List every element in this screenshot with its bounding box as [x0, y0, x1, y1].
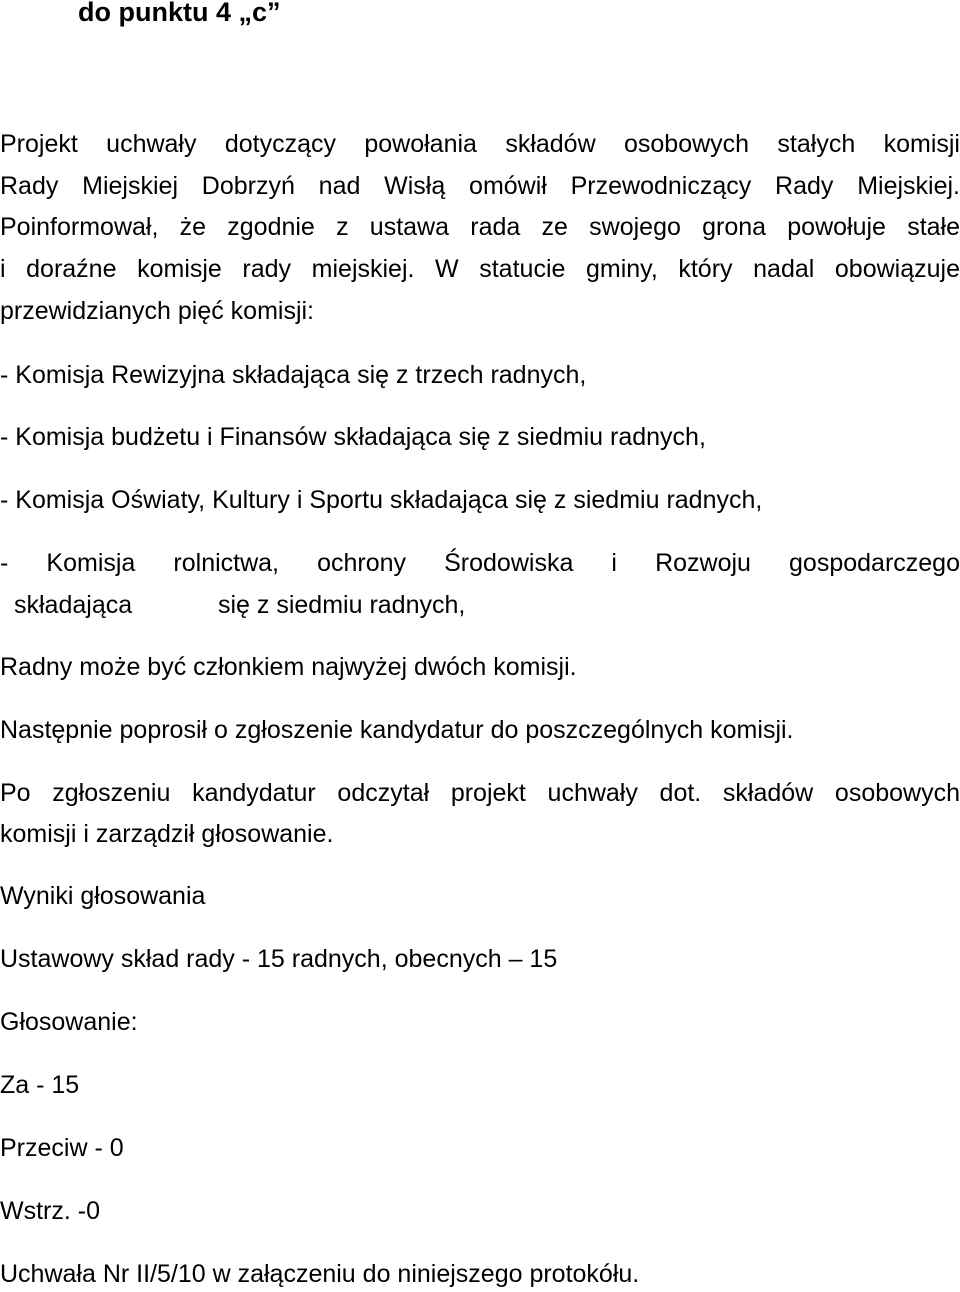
intro-line-1: Projekt uchwały dotyczący powołania składów osobowych stałych komisji — [0, 130, 960, 158]
votes-abstain: Wstrz. -0 — [0, 1197, 100, 1225]
intro-line-4: i doraźne komisje rady miejskiej. W statucie gminy, który nadal obowiązuje — [0, 255, 960, 283]
intro-line-2: Rady Miejskiej Dobrzyń nad Wisłą omówił Przewodniczący Rady Miejskiej. — [0, 172, 960, 200]
commission-item-agriculture-cont-b: się z siedmiu radnych, — [218, 591, 466, 619]
member-limit-note: Radny może być członkiem najwyżej dwóch komisji. — [0, 653, 577, 681]
commission-item-education: - Komisja Oświaty, Kultury i Sportu składająca się z siedmiu radnych, — [0, 486, 763, 514]
reading-note-line-2: komisji i zarządził głosowanie. — [0, 820, 334, 848]
nominations-note: Następnie poprosił o zgłoszenie kandydatur do poszczególnych komisji. — [0, 716, 794, 744]
commission-item-agriculture: - Komisja rolnictwa, ochrony Środowiska i Rozwoju gospodarczego — [0, 549, 960, 577]
resolution-note: Uchwała Nr II/5/10 w załączeniu do niniejszego protokółu. — [0, 1260, 640, 1288]
section-heading: do punktu 4 „c” — [78, 0, 281, 27]
council-composition: Ustawowy skład rady - 15 radnych, obecnych – 15 — [0, 945, 558, 973]
commission-item-audit: - Komisja Rewizyjna składająca się z trzech radnych, — [0, 361, 587, 389]
vote-results-title: Wyniki głosowania — [0, 882, 206, 910]
intro-line-3: Poinformował, że zgodnie z ustawa rada ze swojego grona powołuje stałe — [0, 213, 960, 241]
reading-note-line-1: Po zgłoszeniu kandydatur odczytał projekt uchwały dot. składów osobowych — [0, 779, 960, 807]
commission-item-budget: - Komisja budżetu i Finansów składająca się z siedmiu radnych, — [0, 423, 706, 451]
votes-for: Za - 15 — [0, 1071, 80, 1099]
intro-line-5: przewidzianych pięć komisji: — [0, 297, 315, 325]
voting-label: Głosowanie: — [0, 1008, 138, 1036]
commission-item-agriculture-cont-a: składająca — [14, 591, 133, 619]
votes-against: Przeciw - 0 — [0, 1134, 124, 1162]
